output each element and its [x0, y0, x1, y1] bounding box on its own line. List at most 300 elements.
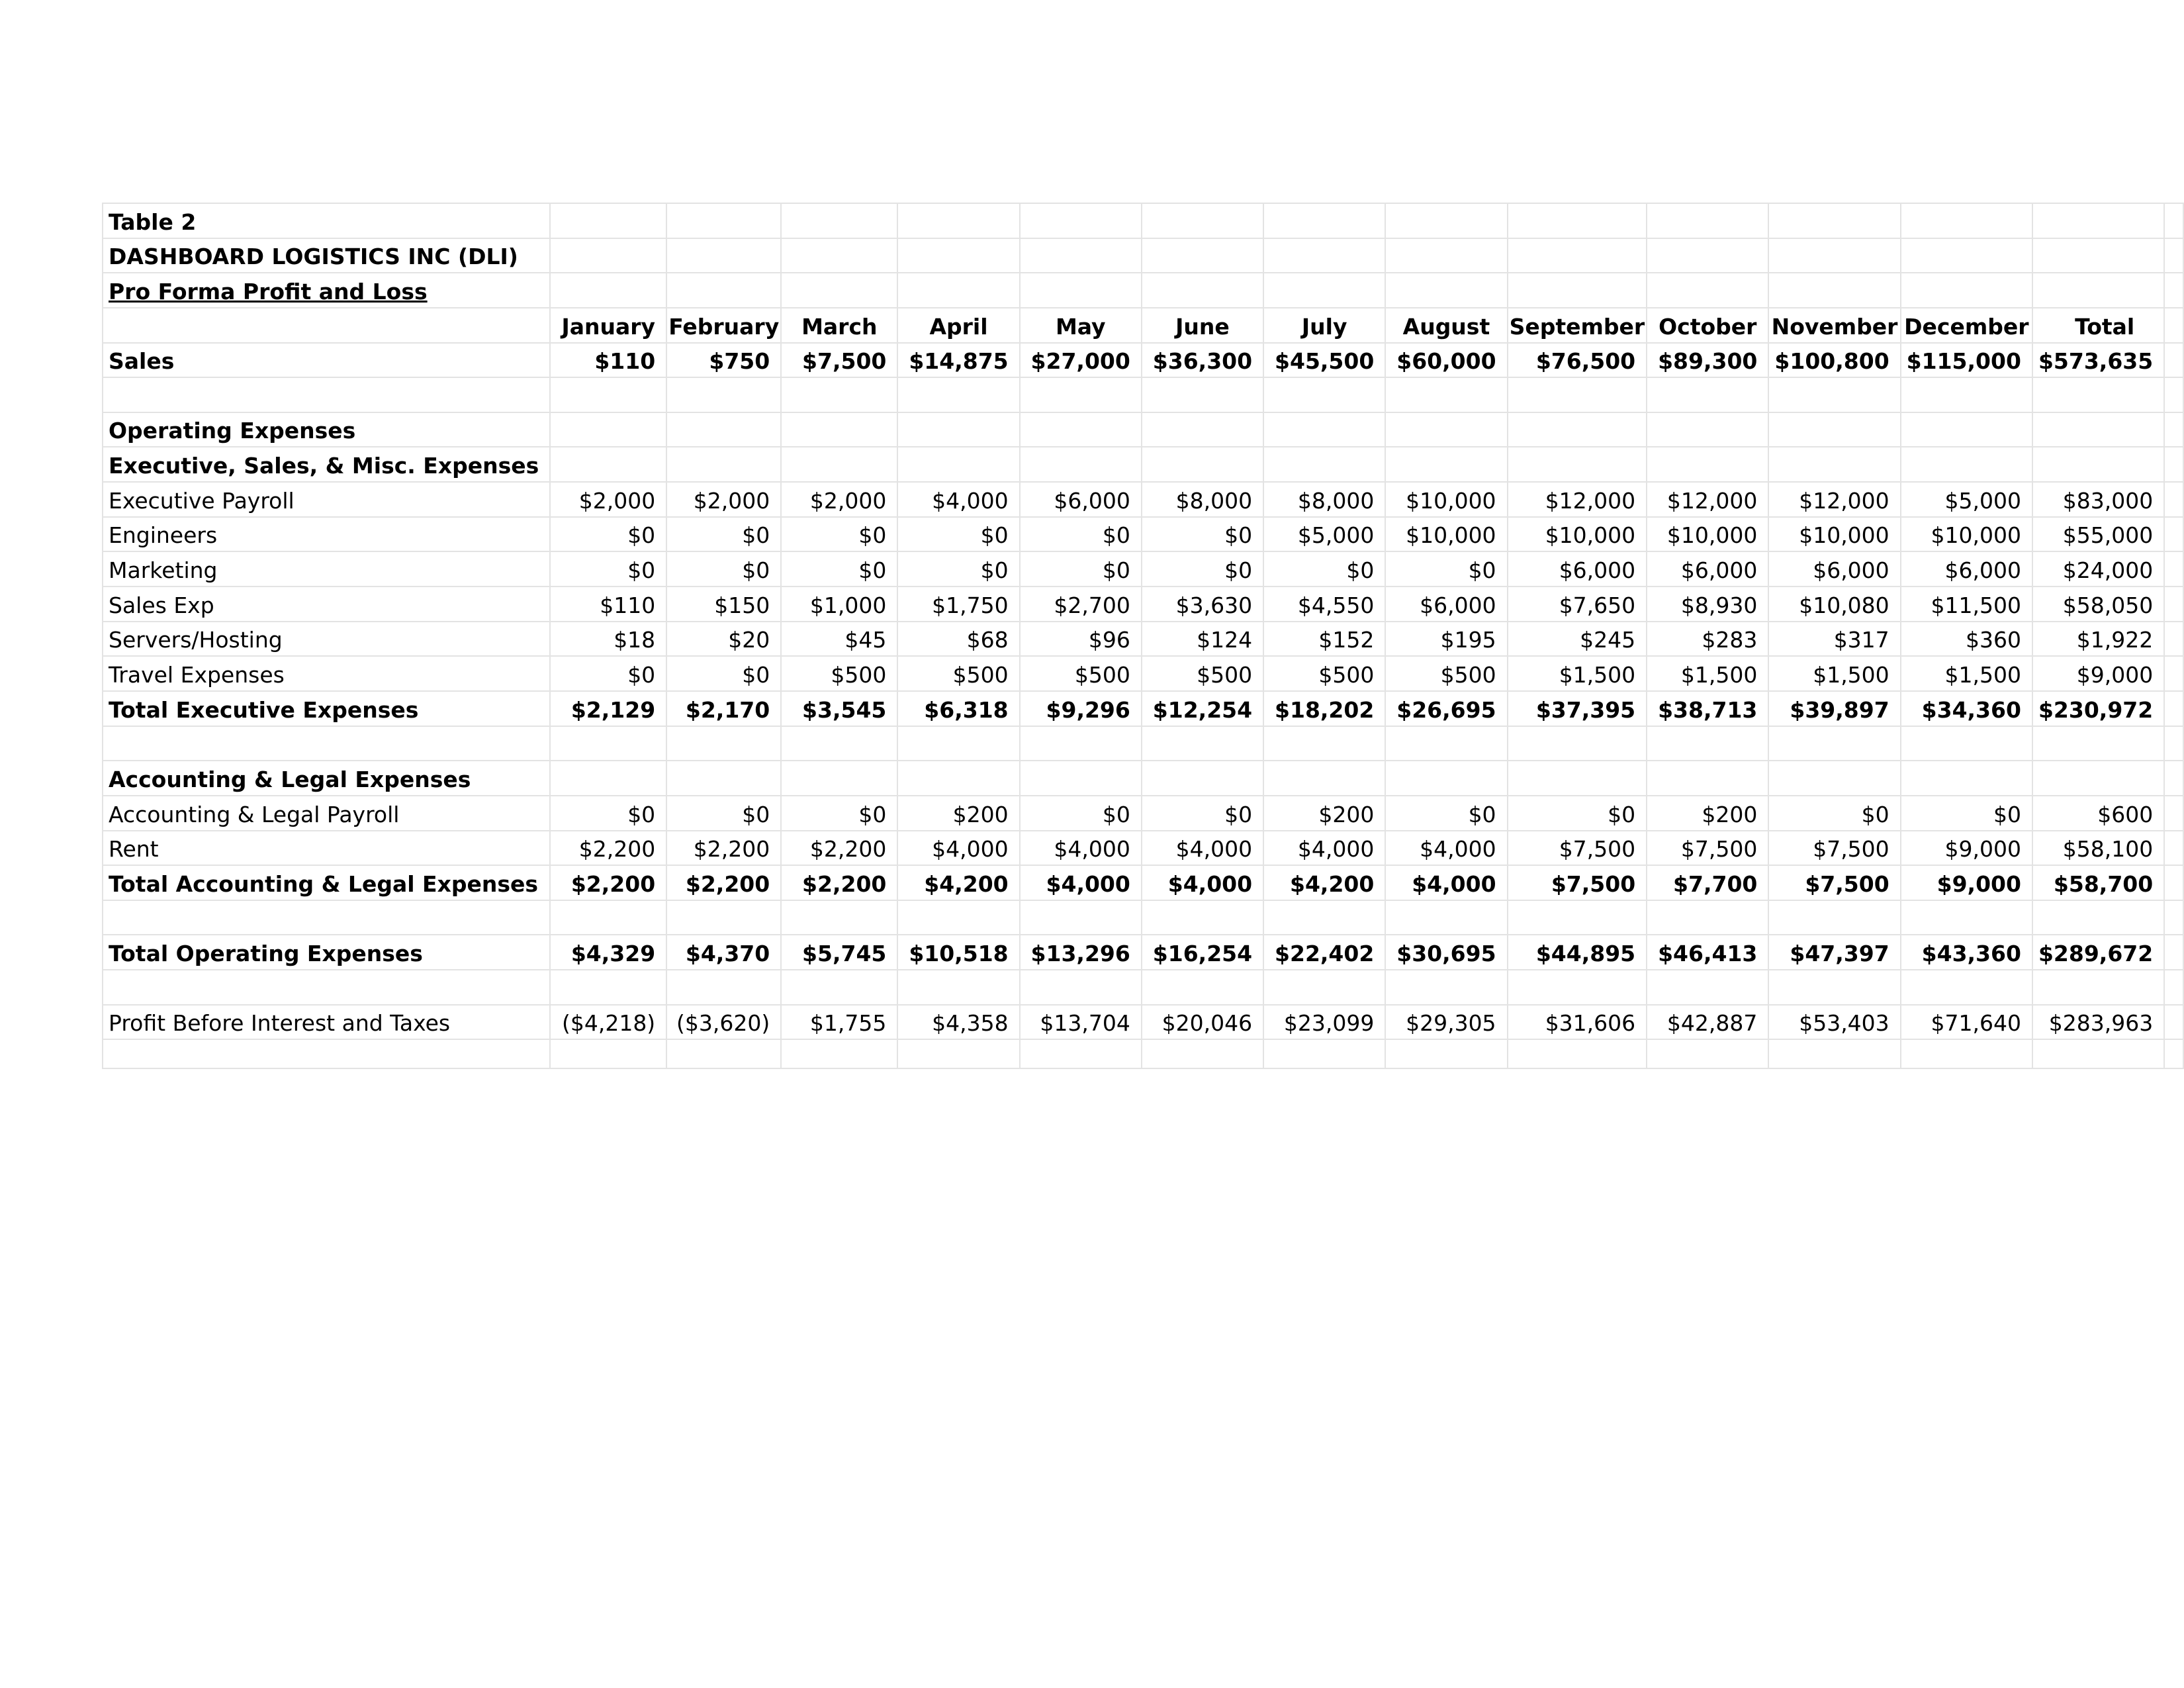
value-cell: $22,402 [1263, 935, 1385, 970]
blank-row [103, 900, 2183, 935]
empty-cell [1647, 377, 1768, 412]
title-row [103, 273, 2183, 308]
empty-cell [2032, 970, 2164, 1005]
expense-row [103, 831, 2183, 866]
value-cell: $60,000 [1385, 343, 1507, 378]
empty-cell [2164, 796, 2183, 831]
empty-cell [897, 203, 1019, 238]
expense-row [103, 622, 2183, 657]
value-cell: $9,000 [2032, 656, 2164, 691]
empty-cell [550, 447, 666, 482]
value-cell: $53,403 [1768, 1005, 1900, 1040]
empty-cell [2032, 900, 2164, 935]
empty-cell [1647, 1039, 1768, 1068]
value-cell: $500 [1020, 656, 1142, 691]
empty-cell [1901, 970, 2032, 1005]
expense-label: Marketing [103, 551, 550, 586]
expense-label: Engineers [103, 517, 550, 552]
empty-cell [2164, 1039, 2183, 1068]
empty-cell [1142, 1039, 1263, 1068]
empty-cell [2032, 761, 2164, 796]
value-cell: $4,000 [1142, 831, 1263, 866]
empty-cell [781, 970, 897, 1005]
empty-cell [2164, 622, 2183, 657]
report-title [103, 273, 550, 308]
value-cell: $4,358 [897, 1005, 1019, 1040]
empty-cell [2164, 377, 2183, 412]
executive-section-label: Executive, Sales, & Misc. Expenses [103, 447, 550, 482]
value-cell: $0 [897, 517, 1019, 552]
empty-cell [2164, 970, 2183, 1005]
value-cell: $6,000 [1508, 551, 1647, 586]
empty-cell [1768, 970, 1900, 1005]
empty-cell [2164, 447, 2183, 482]
value-cell: $13,704 [1020, 1005, 1142, 1040]
value-cell: $0 [1020, 796, 1142, 831]
value-cell: $283,963 [2032, 1005, 2164, 1040]
empty-cell [2032, 447, 2164, 482]
total-accounting-label: Total Accounting & Legal Expenses [103, 865, 550, 900]
empty-cell [666, 412, 781, 447]
empty-cell [897, 447, 1019, 482]
value-cell: $7,500 [1508, 865, 1647, 900]
empty-cell [897, 273, 1019, 308]
value-cell: $38,713 [1647, 691, 1768, 726]
row-label [103, 377, 550, 412]
value-cell: $24,000 [2032, 551, 2164, 586]
column-header: December [1901, 308, 2032, 343]
empty-cell [1768, 761, 1900, 796]
value-cell: $0 [1142, 796, 1263, 831]
empty-cell [897, 1039, 1019, 1068]
total-executive-label: Total Executive Expenses [103, 691, 550, 726]
value-cell: $6,000 [1020, 482, 1142, 517]
value-cell: ($3,620) [666, 1005, 781, 1040]
value-cell: $500 [781, 656, 897, 691]
empty-cell [1508, 203, 1647, 238]
empty-cell [1647, 900, 1768, 935]
value-cell: $4,000 [1020, 865, 1142, 900]
value-cell: $4,000 [897, 831, 1019, 866]
value-cell: $0 [1768, 796, 1900, 831]
value-cell: $600 [2032, 796, 2164, 831]
empty-cell [1263, 203, 1385, 238]
empty-cell [1020, 761, 1142, 796]
expense-label: Executive Payroll [103, 482, 550, 517]
value-cell: $317 [1768, 622, 1900, 657]
value-cell: $10,080 [1768, 586, 1900, 622]
empty-cell [1768, 377, 1900, 412]
value-cell: $96 [1020, 622, 1142, 657]
company-row [103, 238, 2183, 273]
value-cell: $0 [1385, 796, 1507, 831]
empty-cell [1142, 203, 1263, 238]
profit-label: Profit Before Interest and Taxes [103, 1005, 550, 1040]
value-cell: $45,500 [1263, 343, 1385, 378]
column-header: June [1142, 308, 1263, 343]
value-cell: $10,000 [1901, 517, 2032, 552]
value-cell: $58,700 [2032, 865, 2164, 900]
value-cell: $7,500 [781, 343, 897, 378]
empty-cell [1647, 761, 1768, 796]
table-label-row [103, 203, 2183, 238]
blank-row [103, 726, 2183, 761]
empty-cell [1508, 970, 1647, 1005]
empty-cell [1508, 1039, 1647, 1068]
value-cell: $500 [897, 656, 1019, 691]
empty-cell [1508, 412, 1647, 447]
value-cell: $124 [1142, 622, 1263, 657]
blank-row [103, 377, 2183, 412]
accounting-heading [103, 761, 2183, 796]
empty-cell [1901, 377, 2032, 412]
value-cell: $12,254 [1142, 691, 1263, 726]
table-label: Table 2 [103, 203, 550, 238]
empty-cell [2164, 726, 2183, 761]
empty-cell [781, 761, 897, 796]
empty-cell [1385, 238, 1507, 273]
value-cell: $43,360 [1901, 935, 2032, 970]
empty-cell [1647, 447, 1768, 482]
value-cell: $10,000 [1647, 517, 1768, 552]
value-cell: $6,000 [1385, 586, 1507, 622]
empty-cell [550, 1039, 666, 1068]
value-cell: $0 [1142, 551, 1263, 586]
value-cell: $200 [897, 796, 1019, 831]
empty-cell [2164, 656, 2183, 691]
empty-cell [1647, 970, 1768, 1005]
value-cell: $6,000 [1768, 551, 1900, 586]
empty-cell [1508, 273, 1647, 308]
value-cell: $200 [1647, 796, 1768, 831]
value-cell: $18 [550, 622, 666, 657]
value-cell: $1,750 [897, 586, 1019, 622]
empty-cell [2164, 412, 2183, 447]
empty-cell [1385, 1039, 1507, 1068]
value-cell: $1,500 [1768, 656, 1900, 691]
empty-cell [897, 238, 1019, 273]
value-cell: $110 [550, 343, 666, 378]
value-cell: $360 [1901, 622, 2032, 657]
empty-cell [781, 273, 897, 308]
value-cell: $47,397 [1768, 935, 1900, 970]
empty-cell [1263, 377, 1385, 412]
empty-cell [1385, 412, 1507, 447]
value-cell: $4,550 [1263, 586, 1385, 622]
empty-cell [1647, 726, 1768, 761]
empty-cell [666, 726, 781, 761]
value-cell: $34,360 [1901, 691, 2032, 726]
empty-cell [2032, 377, 2164, 412]
value-cell: $0 [666, 796, 781, 831]
expense-label: Sales Exp [103, 586, 550, 622]
value-cell: $8,930 [1647, 586, 1768, 622]
expense-row [103, 586, 2183, 622]
empty-cell [1385, 970, 1507, 1005]
empty-cell [1901, 412, 2032, 447]
total-executive-row [103, 691, 2183, 726]
empty-cell [781, 900, 897, 935]
value-cell: $46,413 [1647, 935, 1768, 970]
value-cell: $1,000 [781, 586, 897, 622]
empty-cell [2164, 586, 2183, 622]
empty-cell [1020, 203, 1142, 238]
value-cell: $500 [1142, 656, 1263, 691]
empty-cell [1901, 1039, 2032, 1068]
empty-cell [1768, 1039, 1900, 1068]
value-cell: $1,500 [1901, 656, 2032, 691]
expense-label: Travel Expenses [103, 656, 550, 691]
value-cell: $76,500 [1508, 343, 1647, 378]
value-cell: $0 [1385, 551, 1507, 586]
empty-cell [2164, 517, 2183, 552]
blank-row [103, 970, 2183, 1005]
empty-cell [1901, 273, 2032, 308]
accounting-section-label: Accounting & Legal Expenses [103, 761, 550, 796]
empty-cell [781, 1039, 897, 1068]
empty-cell [1385, 761, 1507, 796]
value-cell: $71,640 [1901, 1005, 2032, 1040]
empty-cell [2032, 1039, 2164, 1068]
empty-cell [2164, 203, 2183, 238]
empty-cell [2164, 238, 2183, 273]
empty-cell [1142, 900, 1263, 935]
empty-cell [1901, 238, 2032, 273]
empty-cell [1142, 761, 1263, 796]
blank-row [103, 1039, 2183, 1068]
empty-cell [1142, 447, 1263, 482]
value-cell: $42,887 [1647, 1005, 1768, 1040]
value-cell: $0 [1263, 551, 1385, 586]
value-cell: $5,745 [781, 935, 897, 970]
value-cell: $115,000 [1901, 343, 2032, 378]
value-cell: $200 [1263, 796, 1385, 831]
empty-cell [1020, 447, 1142, 482]
value-cell: $3,545 [781, 691, 897, 726]
empty-cell [2164, 900, 2183, 935]
value-cell: ($4,218) [550, 1005, 666, 1040]
empty-cell [1263, 970, 1385, 1005]
value-cell: $4,000 [1385, 865, 1507, 900]
empty-cell [2164, 482, 2183, 517]
column-header: March [781, 308, 897, 343]
value-cell: $0 [550, 551, 666, 586]
value-cell: $11,500 [1901, 586, 2032, 622]
value-cell: $4,000 [1263, 831, 1385, 866]
value-cell: $20,046 [1142, 1005, 1263, 1040]
empty-cell [1142, 377, 1263, 412]
value-cell: $4,200 [1263, 865, 1385, 900]
empty-cell [666, 1039, 781, 1068]
value-cell: $573,635 [2032, 343, 2164, 378]
empty-cell [1508, 447, 1647, 482]
value-cell: $2,129 [550, 691, 666, 726]
empty-cell [1508, 761, 1647, 796]
empty-cell [1768, 203, 1900, 238]
value-cell: $2,700 [1020, 586, 1142, 622]
empty-cell [2164, 831, 2183, 866]
empty-cell [550, 970, 666, 1005]
column-header: October [1647, 308, 1768, 343]
value-cell: $12,000 [1768, 482, 1900, 517]
empty-cell [1647, 203, 1768, 238]
value-cell: $0 [550, 656, 666, 691]
empty-cell [2164, 308, 2183, 343]
value-cell: $0 [550, 796, 666, 831]
empty-cell [897, 412, 1019, 447]
empty-cell [1647, 238, 1768, 273]
empty-cell [1385, 377, 1507, 412]
operating-expenses-label: Operating Expenses [103, 412, 550, 447]
profit-row [103, 1005, 2183, 1040]
empty-cell [1508, 726, 1647, 761]
expense-row [103, 517, 2183, 552]
value-cell: $9,000 [1901, 831, 2032, 866]
empty-cell [2164, 691, 2183, 726]
empty-cell [1263, 1039, 1385, 1068]
value-cell: $58,100 [2032, 831, 2164, 866]
row-label [103, 726, 550, 761]
empty-cell [1768, 238, 1900, 273]
expense-row [103, 796, 2183, 831]
empty-cell [1263, 726, 1385, 761]
column-header: January [550, 308, 666, 343]
value-cell: $500 [1385, 656, 1507, 691]
empty-cell [2164, 1005, 2183, 1040]
row-label [103, 900, 550, 935]
value-cell: $5,000 [1263, 517, 1385, 552]
value-cell: $152 [1263, 622, 1385, 657]
empty-cell [550, 203, 666, 238]
operating-expenses-heading [103, 412, 2183, 447]
empty-cell [1768, 447, 1900, 482]
value-cell: $0 [666, 517, 781, 552]
column-header: July [1263, 308, 1385, 343]
value-cell: $8,000 [1142, 482, 1263, 517]
value-cell: $195 [1385, 622, 1507, 657]
value-cell: $68 [897, 622, 1019, 657]
column-header: February [666, 308, 781, 343]
value-cell: $2,200 [781, 831, 897, 866]
value-cell: $1,922 [2032, 622, 2164, 657]
value-cell: $4,329 [550, 935, 666, 970]
row-label [103, 970, 550, 1005]
empty-cell [1142, 273, 1263, 308]
value-cell: $29,305 [1385, 1005, 1507, 1040]
empty-cell [1020, 1039, 1142, 1068]
empty-cell [2164, 761, 2183, 796]
value-cell: $289,672 [2032, 935, 2164, 970]
total-operating-row [103, 935, 2183, 970]
empty-cell [666, 447, 781, 482]
value-cell: $58,050 [2032, 586, 2164, 622]
expense-row [103, 551, 2183, 586]
empty-cell [1142, 726, 1263, 761]
empty-cell [666, 761, 781, 796]
empty-cell [1020, 726, 1142, 761]
empty-cell [781, 377, 897, 412]
value-cell: $5,000 [1901, 482, 2032, 517]
empty-cell [1647, 412, 1768, 447]
value-cell: $7,700 [1647, 865, 1768, 900]
empty-cell [1901, 900, 2032, 935]
empty-cell [1263, 761, 1385, 796]
value-cell: $0 [1020, 551, 1142, 586]
empty-cell [1508, 238, 1647, 273]
value-cell: $0 [1020, 517, 1142, 552]
empty-cell [1508, 377, 1647, 412]
value-cell: $0 [1901, 796, 2032, 831]
value-cell: $2,200 [666, 831, 781, 866]
empty-cell [1901, 203, 2032, 238]
value-cell: $0 [550, 517, 666, 552]
value-cell: $0 [781, 551, 897, 586]
empty-cell [666, 377, 781, 412]
value-cell: $55,000 [2032, 517, 2164, 552]
value-cell: $6,000 [1901, 551, 2032, 586]
value-cell: $23,099 [1263, 1005, 1385, 1040]
empty-cell [1020, 377, 1142, 412]
empty-cell [2032, 238, 2164, 273]
value-cell: $1,500 [1508, 656, 1647, 691]
empty-cell [2032, 726, 2164, 761]
column-header: August [1385, 308, 1507, 343]
value-cell: $20 [666, 622, 781, 657]
value-cell: $0 [1142, 517, 1263, 552]
value-cell: $0 [897, 551, 1019, 586]
value-cell: $0 [781, 796, 897, 831]
value-cell: $2,200 [781, 865, 897, 900]
empty-cell [2032, 273, 2164, 308]
expense-row [103, 656, 2183, 691]
value-cell: $39,897 [1768, 691, 1900, 726]
empty-cell [1020, 238, 1142, 273]
empty-cell [1385, 203, 1507, 238]
value-cell: $18,202 [1263, 691, 1385, 726]
value-cell: $10,518 [897, 935, 1019, 970]
header-spacer [103, 308, 550, 343]
empty-cell [666, 238, 781, 273]
empty-cell [897, 761, 1019, 796]
value-cell: $10,000 [1385, 482, 1507, 517]
empty-cell [1768, 412, 1900, 447]
value-cell: $7,500 [1508, 831, 1647, 866]
value-cell: $4,000 [1142, 865, 1263, 900]
value-cell: $13,296 [1020, 935, 1142, 970]
empty-cell [2164, 935, 2183, 970]
value-cell: $0 [666, 656, 781, 691]
value-cell: $0 [781, 517, 897, 552]
value-cell: $4,000 [1385, 831, 1507, 866]
empty-cell [2032, 412, 2164, 447]
value-cell: $83,000 [2032, 482, 2164, 517]
expense-label: Rent [103, 831, 550, 866]
empty-cell [2164, 865, 2183, 900]
header-row [103, 308, 2183, 343]
value-cell: $36,300 [1142, 343, 1263, 378]
value-cell: $16,254 [1142, 935, 1263, 970]
value-cell: $283 [1647, 622, 1768, 657]
empty-cell [2164, 273, 2183, 308]
value-cell: $12,000 [1647, 482, 1768, 517]
empty-cell [781, 203, 897, 238]
empty-cell [1768, 273, 1900, 308]
expense-label: Servers/Hosting [103, 622, 550, 657]
empty-cell [1385, 900, 1507, 935]
value-cell: $27,000 [1020, 343, 1142, 378]
empty-cell [1020, 900, 1142, 935]
empty-cell [550, 377, 666, 412]
